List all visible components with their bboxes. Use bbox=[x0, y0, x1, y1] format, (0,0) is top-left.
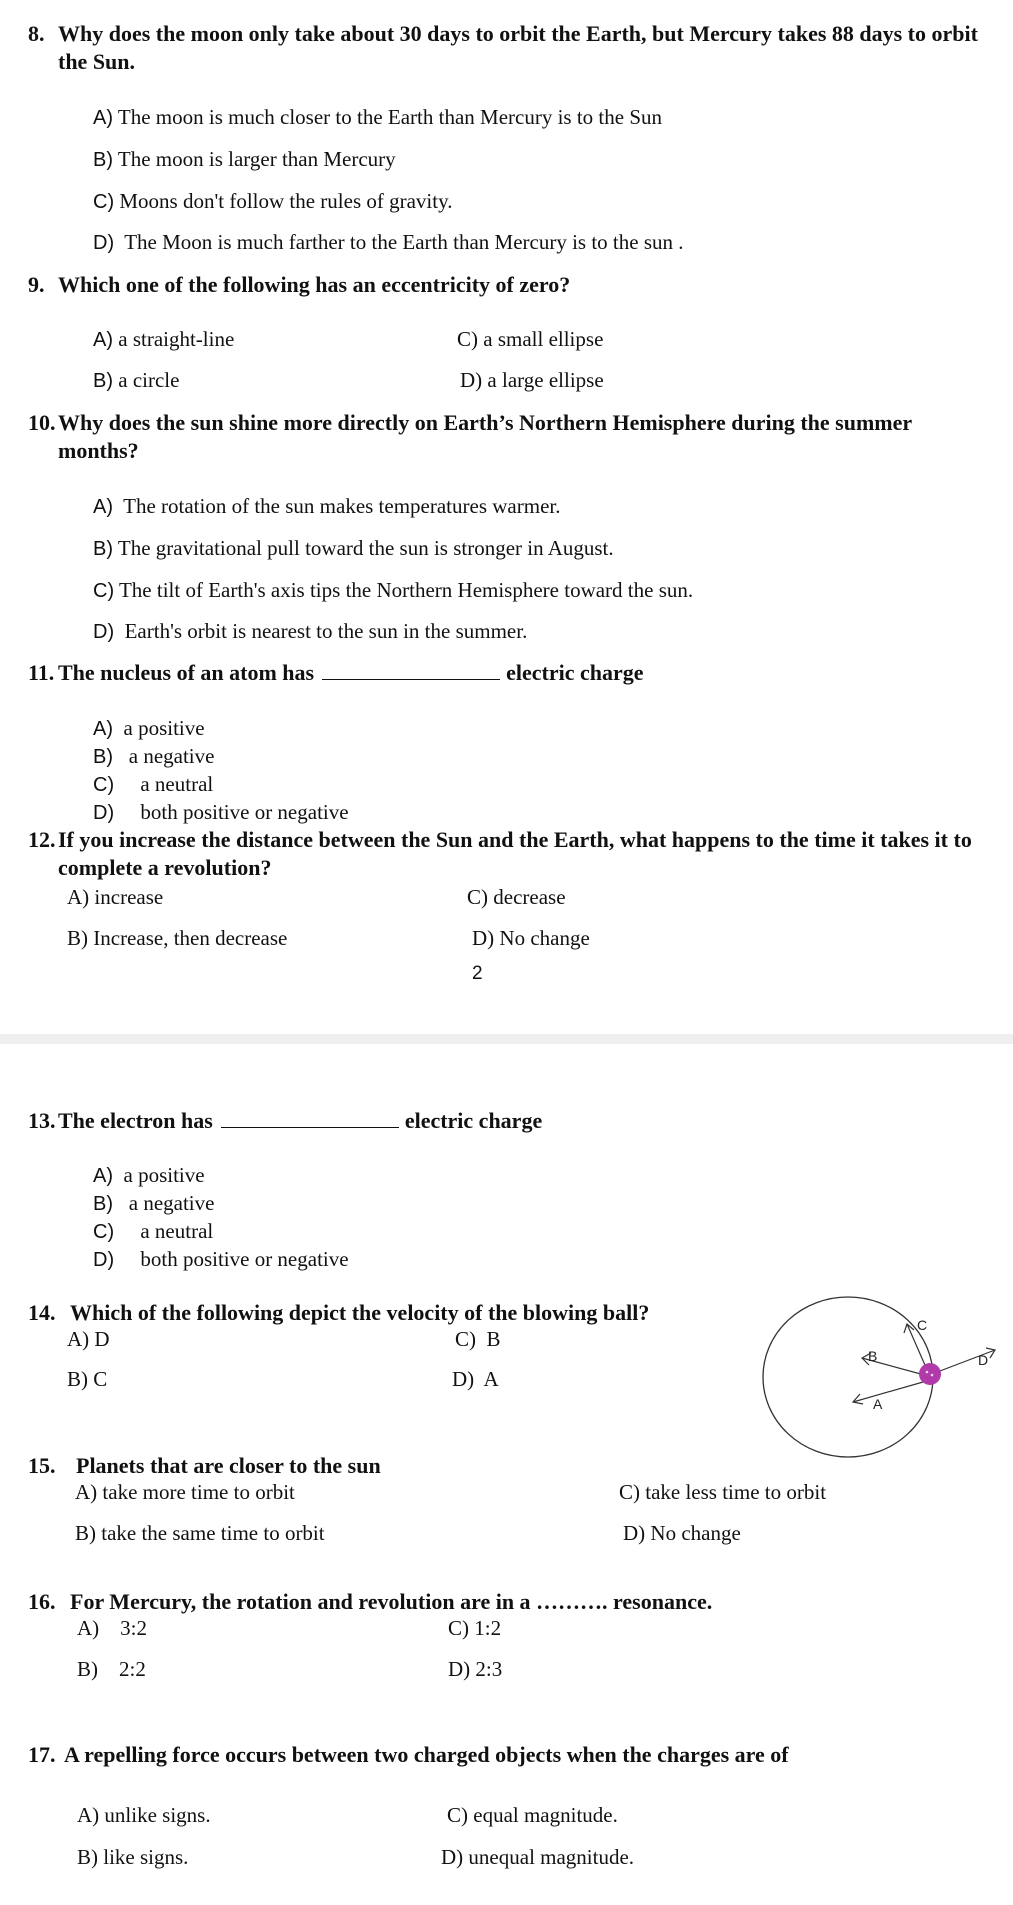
page-2 bbox=[0, 1044, 1013, 1905]
option-c[interactable]: C) a neutral bbox=[93, 772, 214, 796]
option-d[interactable]: D) Earth's orbit is nearest to the sun in the summer. bbox=[93, 619, 528, 643]
answer-blank bbox=[322, 665, 500, 680]
question-16 bbox=[28, 1588, 988, 1616]
question-9 bbox=[28, 271, 988, 299]
option-d[interactable]: D) 2:3 bbox=[448, 1657, 503, 1681]
question-text: Why does the sun shine more directly on Earth’s Northern Hemisphere during the summer months? bbox=[58, 410, 912, 463]
question-12 bbox=[28, 826, 988, 882]
question-number: 14. bbox=[28, 1300, 56, 1325]
option-d[interactable]: D) A bbox=[452, 1367, 499, 1391]
orbit-circle bbox=[763, 1297, 933, 1457]
option-d[interactable]: D) unequal magnitude. bbox=[441, 1845, 635, 1869]
option-b[interactable]: B) take the same time to orbit bbox=[75, 1521, 325, 1545]
option-b[interactable]: B) The gravitational pull toward the sun is stronger in August. bbox=[93, 536, 614, 560]
question-number: 12. bbox=[28, 827, 56, 852]
option-d[interactable]: D) No change bbox=[623, 1521, 741, 1545]
question-text: For Mercury, the rotation and revolution are in a ………. resonance. bbox=[70, 1589, 713, 1614]
option-a[interactable]: A) unlike signs. bbox=[77, 1803, 211, 1827]
option-a[interactable]: A) D bbox=[67, 1327, 110, 1351]
answer-blank bbox=[221, 1113, 399, 1128]
question-text: A repelling force occurs between two charged objects when the charges are of bbox=[64, 1742, 789, 1767]
question-text: The electron has electric charge bbox=[58, 1108, 543, 1133]
option-c[interactable]: C) 1:2 bbox=[448, 1616, 502, 1640]
option-c[interactable]: C) Moons don't follow the rules of gravity. bbox=[93, 189, 453, 213]
question-text: Which one of the following has an eccentricity of zero? bbox=[58, 272, 571, 297]
question-number: 10. bbox=[28, 410, 56, 435]
option-b[interactable]: B) 2:2 bbox=[77, 1657, 146, 1681]
question-text: Which of the following depict the velocity of the blowing ball? bbox=[70, 1300, 650, 1325]
label-b: B bbox=[868, 1348, 878, 1364]
question-8 bbox=[28, 20, 988, 76]
option-c[interactable]: C) a neutral bbox=[93, 1219, 214, 1243]
label-a: A bbox=[873, 1396, 883, 1412]
option-d[interactable]: D) both positive or negative bbox=[93, 800, 349, 824]
question-number: 16. bbox=[28, 1589, 56, 1614]
option-d[interactable]: D) No change bbox=[472, 926, 590, 950]
option-a[interactable]: A) a straight-line bbox=[93, 327, 235, 351]
question-number: 17. bbox=[28, 1742, 56, 1767]
arrow-a bbox=[853, 1380, 930, 1402]
question-15 bbox=[28, 1452, 728, 1480]
option-a[interactable]: A) The moon is much closer to the Earth than Mercury is to the Sun bbox=[93, 105, 663, 129]
question-text: Why does the moon only take about 30 days to orbit the Earth, but Mercury takes 88 days to orbit the Sun. bbox=[58, 21, 978, 74]
option-d[interactable]: D) a large ellipse bbox=[460, 368, 604, 392]
option-b[interactable]: B) Increase, then decrease bbox=[67, 926, 288, 950]
question-text: Planets that are closer to the sun bbox=[76, 1453, 381, 1478]
option-d[interactable]: D) The Moon is much farther to the Earth than Mercury is to the sun . bbox=[93, 230, 684, 254]
option-a[interactable]: A) take more time to orbit bbox=[75, 1480, 295, 1504]
option-b[interactable]: B) C bbox=[67, 1367, 108, 1391]
label-c: C bbox=[917, 1317, 928, 1333]
label-d: D bbox=[978, 1352, 989, 1368]
option-b[interactable]: B) a negative bbox=[93, 744, 215, 768]
question-10 bbox=[28, 409, 988, 465]
option-a[interactable]: A) increase bbox=[67, 885, 164, 909]
option-a[interactable]: A) a positive bbox=[93, 1163, 205, 1187]
option-c[interactable]: C) take less time to orbit bbox=[619, 1480, 827, 1504]
option-b[interactable]: B) like signs. bbox=[77, 1845, 189, 1869]
question-17 bbox=[28, 1741, 988, 1769]
option-c[interactable]: C) decrease bbox=[467, 885, 566, 909]
option-c[interactable]: C) B bbox=[455, 1327, 501, 1351]
question-text: The nucleus of an atom has electric charge bbox=[58, 660, 644, 685]
option-b[interactable]: B) The moon is larger than Mercury bbox=[93, 147, 396, 171]
question-14 bbox=[28, 1299, 728, 1327]
option-c[interactable]: C) equal magnitude. bbox=[447, 1803, 618, 1827]
option-a[interactable]: A) The rotation of the sun makes temperatures warmer. bbox=[93, 494, 561, 518]
question-number: 8. bbox=[28, 21, 45, 46]
option-b[interactable]: B) a circle bbox=[93, 368, 180, 392]
question-number: 11. bbox=[28, 660, 55, 685]
option-a[interactable]: A) 3:2 bbox=[77, 1616, 148, 1640]
option-d[interactable]: D) both positive or negative bbox=[93, 1247, 349, 1271]
ball bbox=[919, 1363, 941, 1385]
option-c[interactable]: C) a small ellipse bbox=[457, 327, 604, 351]
question-11 bbox=[28, 659, 988, 687]
orbit-diagram bbox=[750, 1264, 1005, 1489]
option-c[interactable]: C) The tilt of Earth's axis tips the Northern Hemisphere toward the sun. bbox=[93, 578, 694, 602]
page-separator bbox=[0, 1034, 1013, 1044]
question-number: 15. bbox=[28, 1453, 56, 1478]
question-text: If you increase the distance between the Sun and the Earth, what happens to the time it takes it to complete a revolution? bbox=[58, 827, 972, 880]
option-b[interactable]: B) a negative bbox=[93, 1191, 215, 1215]
page-number: 2 bbox=[472, 963, 483, 984]
question-number: 9. bbox=[28, 272, 45, 297]
option-a[interactable]: A) a positive bbox=[93, 716, 205, 740]
question-13 bbox=[28, 1107, 988, 1135]
question-number: 13. bbox=[28, 1108, 56, 1133]
